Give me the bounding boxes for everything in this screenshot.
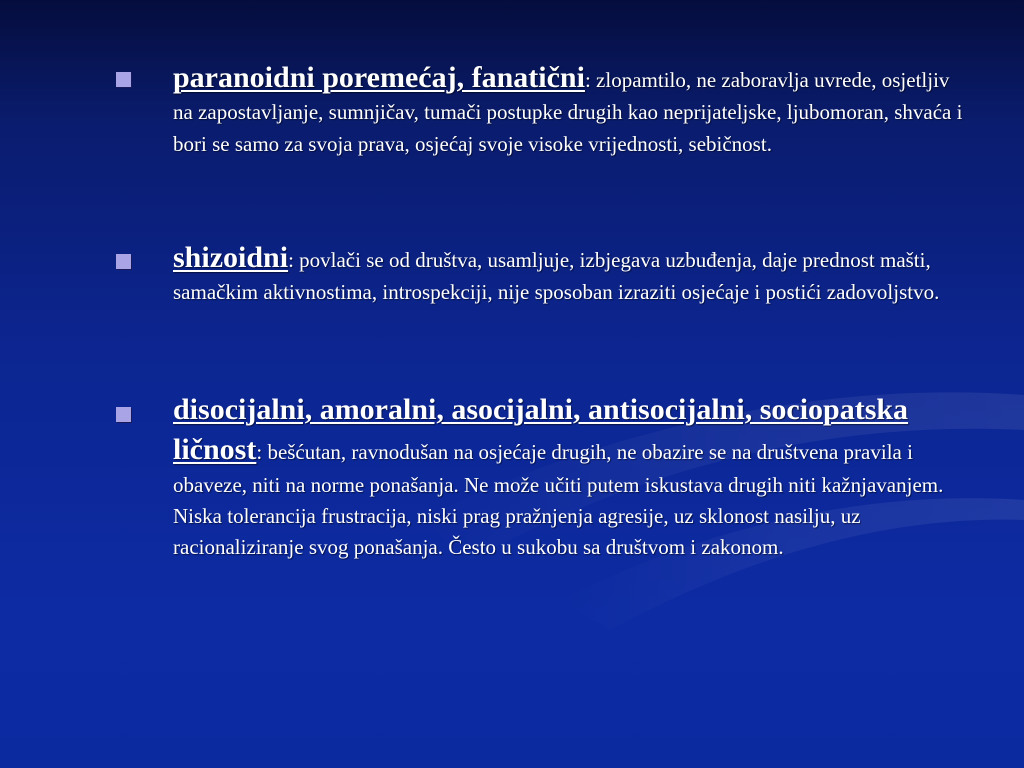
bullet-separator: : (256, 440, 263, 464)
bullet-term: shizoidni (173, 241, 289, 274)
square-bullet-icon (116, 254, 131, 269)
bullet-item-schizoid (116, 240, 966, 308)
bullet-description: bešćutan, ravnodušan na osjećaje drugih, ne obazire se na društvena pravila i obaveze, niti na norme ponašanja. Ne može učiti putem iskustava drugih niti kažnjavanjem. Niska tolerancija frustracija, niski prag pražnjenja agresije, uz sklonost nasilju, uz racionaliziranje svog ponašanja. Često u sukobu sa društvom i zakonom. (173, 440, 944, 559)
bullet-text (173, 60, 966, 160)
bullet-term: paranoidni poremećaj, fanatični (173, 61, 585, 94)
bullet-text (173, 390, 966, 563)
bullet-item-paranoid (116, 60, 966, 160)
bullet-term: disocijalni, amoralni, asocijalni, antisocijalni, sociopatska ličnost (173, 393, 909, 466)
square-bullet-icon (116, 407, 131, 422)
bullet-description: povlači se od društva, usamljuje, izbjegava uzbuđenja, daje prednost mašti, samačkim aktivnostima, introspekciji, nije sposoban izraziti osjećaje i postići zadovoljstvo. (173, 248, 940, 304)
bullet-separator: : (584, 68, 591, 92)
bullet-text (173, 240, 966, 308)
bullet-separator: : (288, 248, 294, 272)
square-bullet-icon (116, 72, 131, 87)
bullet-item-dissocial (116, 390, 966, 563)
bullet-description: zlopamtilo, ne zaboravlja uvrede, osjetljiv na zapostavljanje, sumnjičav, tumači postupke drugih kao neprijateljske, ljubomoran, shvaća i bori se samo za svoja prava, osjećaj svoje visoke vrijednosti, sebičnost. (173, 68, 963, 156)
